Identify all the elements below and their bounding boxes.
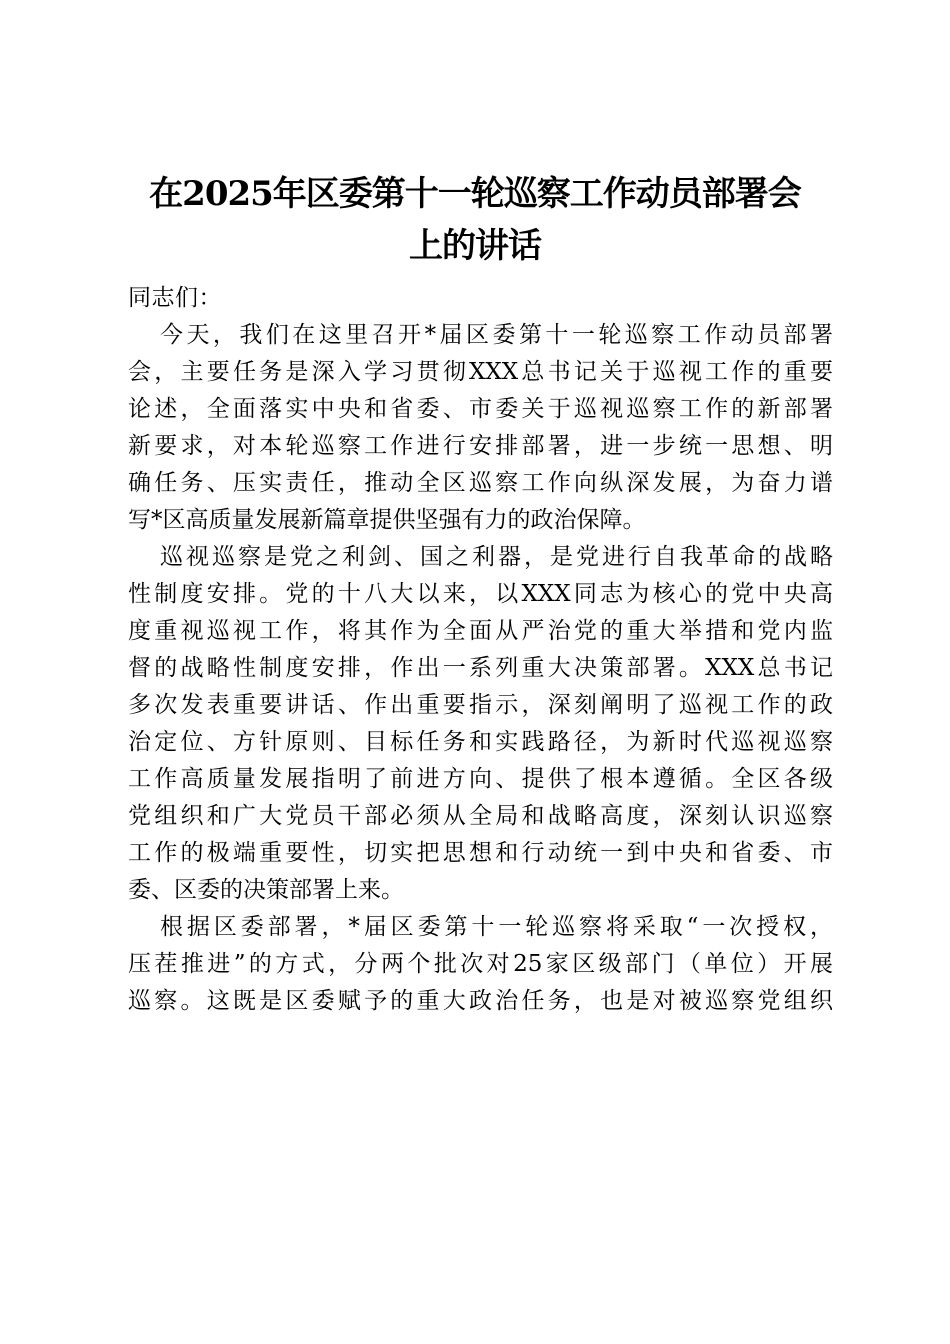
- paragraph-1: [128, 317, 833, 539]
- paragraph-line: 性制度安排。党的十八大以来，以XXX同志为核心的党中央高: [128, 581, 833, 607]
- paragraph-line: 巡察。这既是区委赋予的重大政治任务，也是对被巡察党组织: [128, 988, 833, 1014]
- paragraph-line: 会，主要任务是深入学习贯彻XXX总书记关于巡视工作的重要: [128, 359, 833, 385]
- salutation: 同志们：: [128, 285, 222, 311]
- paragraph-line: 写*区高质量发展新篇章提供坚强有力的政治保障。: [128, 507, 646, 533]
- paragraph-line: 督的战略性制度安排，作出一系列重大决策部署。XXX总书记: [128, 655, 833, 681]
- paragraph-line: 压茬推进”的方式，分两个批次对25家区级部门（单位）开展: [128, 951, 833, 977]
- paragraph-line: 治定位、方针原则、目标任务和实践路径，为新时代巡视巡察: [128, 729, 833, 755]
- document-body: [128, 280, 833, 1020]
- paragraph-line: 委、区委的决策部署上来。: [128, 877, 404, 903]
- paragraph-line: 度重视巡视工作，将其作为全面从严治党的重大举措和党内监: [128, 618, 833, 644]
- paragraph-line: 论述，全面落实中央和省委、市委关于巡视巡察工作的新部署: [128, 396, 833, 422]
- document-title: [100, 168, 850, 272]
- paragraph-line: 巡视巡察是党之利剑、国之利器，是党进行自我革命的战略: [160, 544, 833, 570]
- paragraph-line: 工作的极端重要性，切实把思想和行动统一到中央和省委、市: [128, 840, 833, 866]
- paragraph-line: 工作高质量发展指明了前进方向、提供了根本遵循。全区各级: [128, 766, 833, 792]
- paragraph-line: 确任务、压实责任，推动全区巡察工作向纵深发展，为奋力谱: [128, 470, 833, 496]
- title-line-2: 上的讲话: [409, 226, 541, 266]
- paragraph-line: 今天，我们在这里召开*届区委第十一轮巡察工作动员部署: [160, 322, 833, 348]
- paragraph-line: 党组织和广大党员干部必须从全局和战略高度，深刻认识巡察: [128, 803, 833, 829]
- paragraph-3: [128, 909, 833, 1020]
- paragraph-line: 根据区委部署，*届区委第十一轮巡察将采取“一次授权，: [160, 914, 833, 940]
- paragraph-line: 新要求，对本轮巡察工作进行安排部署，进一步统一思想、明: [128, 433, 833, 459]
- paragraph-line: 多次发表重要讲话、作出重要指示，深刻阐明了巡视工作的政: [128, 692, 833, 718]
- paragraph-2: [128, 539, 833, 909]
- title-line-1: 在2025年区委第十一轮巡察工作动员部署会: [149, 174, 801, 214]
